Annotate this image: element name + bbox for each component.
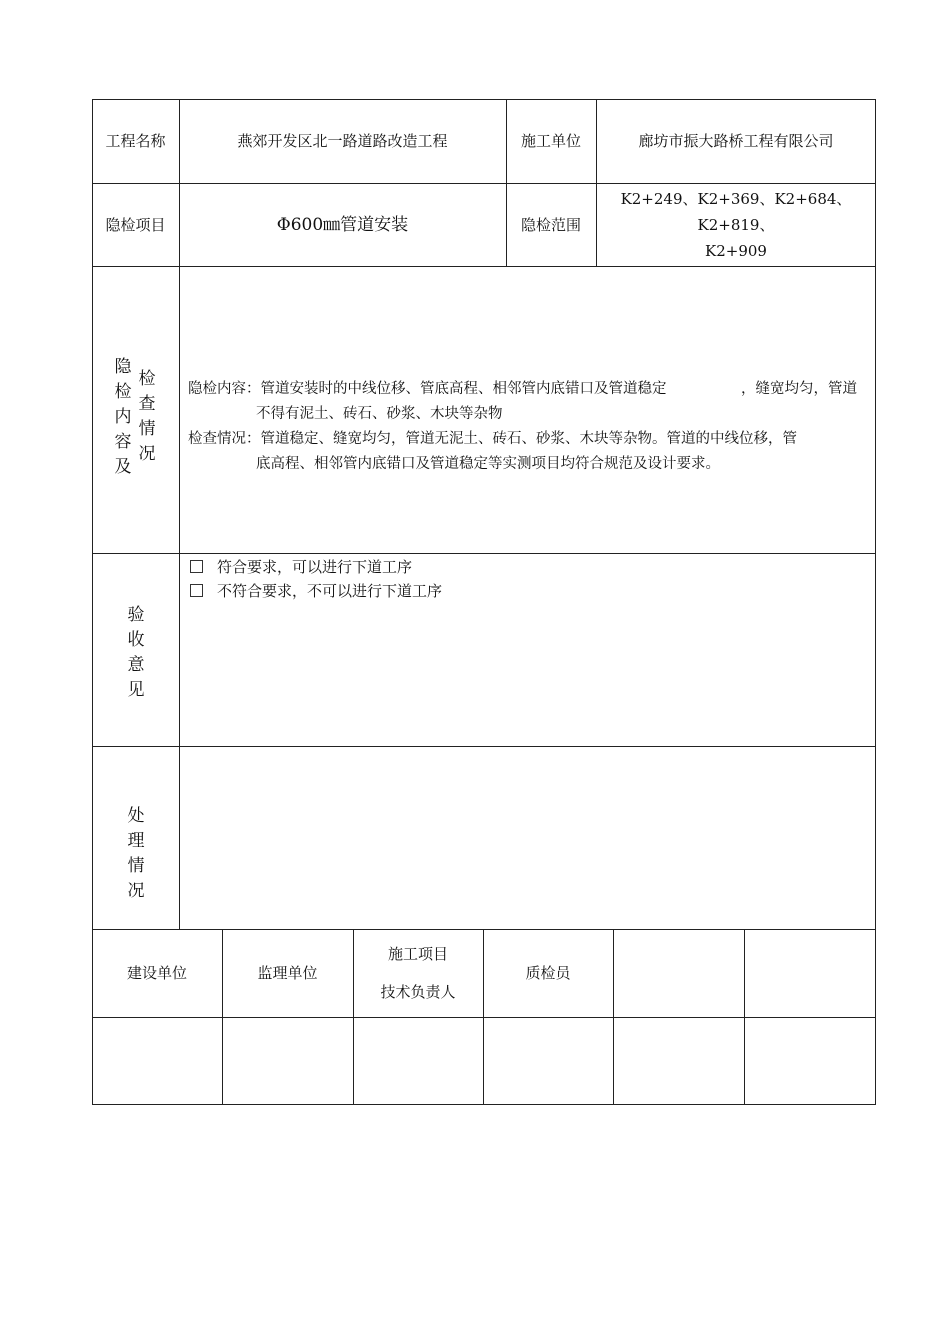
inspection-text-line4: 底高程、相邻管内底错口及管道稳定等实测项目均符合规范及设计要求。 — [256, 456, 720, 472]
inspection-text-line1-end: ，缝宽均匀，管道 — [741, 381, 857, 397]
contractor-value: 廊坊市振大路桥工程有限公司 — [638, 132, 834, 150]
checkbox-icon[interactable] — [190, 584, 203, 597]
contractor-label: 施工单位 — [520, 132, 581, 150]
checkbox-icon[interactable] — [190, 560, 203, 573]
acceptance-option-pass[interactable] — [190, 555, 412, 579]
row-divider — [92, 266, 876, 267]
sign-owner-field[interactable] — [92, 1017, 222, 1105]
inspection-text-line2: 不得有泥土、砖石、砂浆、木块等杂物 — [256, 406, 503, 422]
inspection-content-label-col1: 隐 检 内 容 及 — [114, 357, 132, 477]
inspection-text-line1: 隐检内容：管道安装时的中线位移、管底高程、相邻管内底错口及管道稳定 — [188, 381, 667, 397]
sign-technical-lead-line2: 技术负责人 — [380, 983, 456, 1001]
inspection-item-label: 隐检项目 — [105, 215, 166, 234]
sign-col6-field[interactable] — [744, 1017, 876, 1105]
inspection-range-label: 隐检范围 — [520, 215, 581, 234]
sign-qc-field[interactable] — [483, 1017, 613, 1105]
inspection-text-line3: 检查情况：管道稳定、缝宽均匀，管道无泥土、砖石、砂浆、木块等杂物。管道的中线位移，管 — [188, 431, 797, 447]
acceptance-label: 验 收 意 见 — [127, 605, 145, 700]
project-name-label: 工程名称 — [105, 132, 166, 150]
inspection-range-value — [596, 183, 876, 266]
acceptance-option-pass-label: 符合要求，可以进行下道工序 — [217, 558, 413, 576]
sign-supervisor-label: 监理单位 — [257, 964, 318, 982]
inspection-item-value: Φ600㎜管道安装 — [276, 214, 409, 235]
inspection-range-line2: K2+909 — [705, 241, 767, 260]
inspection-content-label-col2: 检 查 情 况 — [138, 369, 156, 464]
sign-technical-lead-line1: 施工项目 — [387, 945, 448, 963]
row-divider — [92, 553, 876, 554]
sign-owner-label: 建设单位 — [126, 964, 187, 982]
sign-blank-col5 — [613, 929, 744, 1017]
inspection-range-line1: K2+249、K2+369、K2+684、K2+819、 — [620, 189, 852, 234]
sign-technical-lead-label — [353, 929, 483, 1017]
row-divider — [92, 746, 876, 747]
sign-technical-lead-field[interactable] — [353, 1017, 483, 1105]
sign-supervisor-field[interactable] — [222, 1017, 353, 1105]
acceptance-option-fail[interactable] — [190, 579, 442, 603]
handling-label: 处 理 情 况 — [127, 806, 145, 901]
sign-blank-col6 — [744, 929, 876, 1017]
sign-qc-label: 质检员 — [525, 964, 571, 982]
project-name-value: 燕郊开发区北一路道路改造工程 — [237, 132, 448, 150]
sign-col5-field[interactable] — [613, 1017, 744, 1105]
acceptance-option-fail-label: 不符合要求，不可以进行下道工序 — [217, 582, 443, 600]
